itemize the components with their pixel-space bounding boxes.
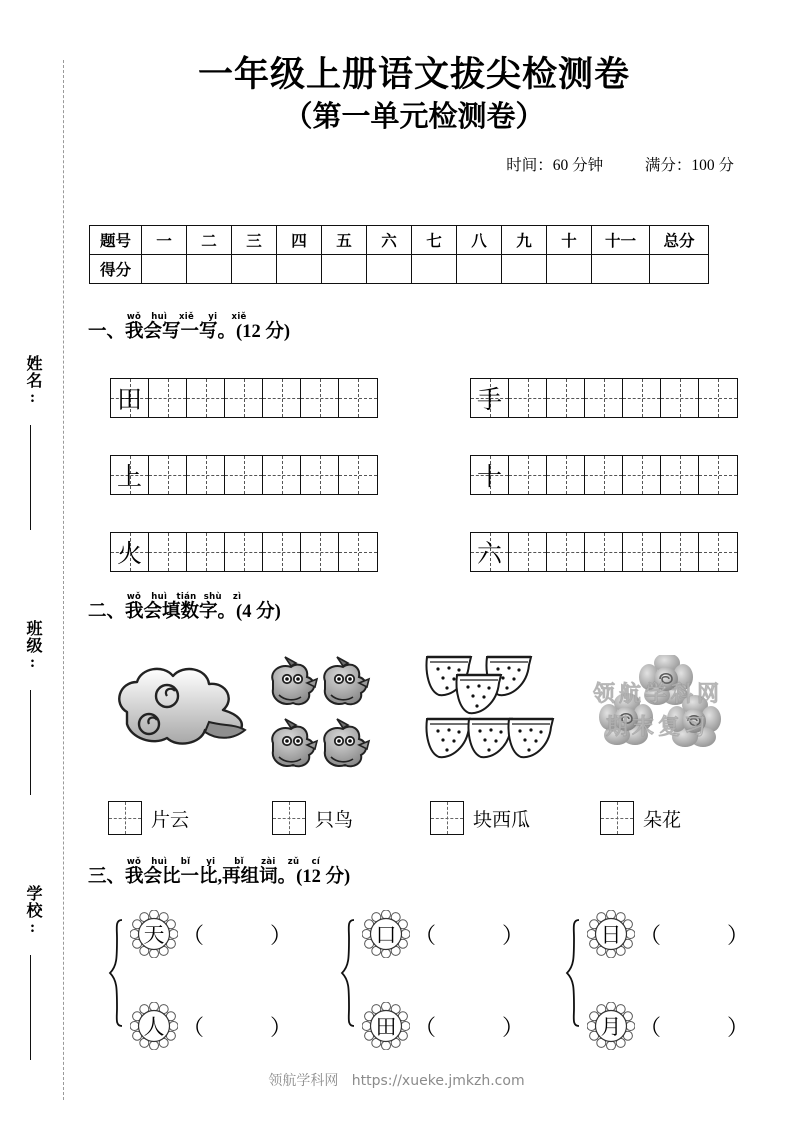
- q1-pinyin-4: yi: [208, 312, 218, 322]
- q2-pinyin-4: shù: [203, 592, 222, 602]
- tz-cell[interactable]: [149, 456, 187, 494]
- paren-open-1b: （: [182, 1014, 205, 1040]
- compare-item-2b: [362, 1002, 524, 1050]
- write-row-3[interactable]: [110, 455, 378, 495]
- tz-cell[interactable]: [623, 456, 661, 494]
- q3-pinyin-8: cí: [311, 857, 321, 867]
- score-table-row-label-1: 题号: [90, 226, 142, 255]
- q3-heading: [88, 868, 350, 887]
- q2-pinyin-2: huì: [151, 592, 168, 602]
- paren-close-3b: ）: [727, 1014, 750, 1040]
- score-table-col-2: 二: [187, 226, 232, 255]
- tz-cell[interactable]: [623, 379, 661, 417]
- compare-item-3b: [587, 1002, 749, 1050]
- sidebar-field-school-label: 学校:: [24, 885, 41, 937]
- tz-cell[interactable]: [339, 533, 377, 571]
- q3-pinyin-2: huì: [151, 857, 168, 867]
- score-cell-1[interactable]: [142, 255, 187, 284]
- q3-number: 三、: [88, 867, 126, 887]
- score-cell-5[interactable]: [322, 255, 367, 284]
- q2-pinyin: [124, 593, 247, 602]
- score-table-col-9: 九: [502, 226, 547, 255]
- table-row-question-numbers: [90, 226, 709, 255]
- q3-pinyin-1: wǒ: [126, 857, 142, 867]
- tz-cell[interactable]: [111, 379, 149, 417]
- q2-pinyin-3: tián: [176, 592, 197, 602]
- score-table-col-3: 三: [232, 226, 277, 255]
- tz-cell[interactable]: [699, 456, 737, 494]
- picture-group-watermelons: [425, 655, 555, 775]
- q3-pinyin: [124, 858, 325, 867]
- tz-cell[interactable]: [547, 379, 585, 417]
- picture-group-birds: [265, 655, 375, 775]
- bird-icon: [265, 655, 375, 775]
- tz-cell[interactable]: [301, 533, 339, 571]
- tz-cell[interactable]: [111, 533, 149, 571]
- write-row-6[interactable]: [470, 532, 738, 572]
- score-cell-11[interactable]: [592, 255, 650, 284]
- watermelon-icon: [425, 655, 555, 775]
- sidebar-field-name: [10, 355, 54, 412]
- tz-cell[interactable]: [471, 456, 509, 494]
- tz-cell[interactable]: [263, 533, 301, 571]
- tz-cell[interactable]: [111, 456, 149, 494]
- score-table-col-8: 八: [457, 226, 502, 255]
- tz-cell[interactable]: [509, 533, 547, 571]
- tz-cell[interactable]: [187, 379, 225, 417]
- tz-cell[interactable]: [471, 379, 509, 417]
- tz-cell[interactable]: [149, 533, 187, 571]
- tz-cell[interactable]: [301, 456, 339, 494]
- answer-unit-bird: [272, 801, 353, 835]
- q3-pinyin-7: zǔ: [287, 857, 300, 867]
- brace-icon: [108, 918, 124, 1028]
- q1-title: 我会写一写。: [125, 322, 237, 342]
- q1-pinyin-1: wǒ: [126, 312, 142, 322]
- q3-points: (12 分): [296, 867, 351, 887]
- q1-pinyin-3: xiě: [179, 312, 195, 322]
- compare-group-3: [565, 910, 793, 1055]
- compare-group-2: [340, 910, 590, 1055]
- cloud-icon: [105, 660, 255, 775]
- paren-close-2a: ）: [502, 922, 525, 948]
- score-cell-4[interactable]: [277, 255, 322, 284]
- answer-unit-flower: [600, 801, 681, 835]
- q2-pinyin-5: zì: [232, 592, 242, 602]
- tz-cell[interactable]: [149, 379, 187, 417]
- q1-pinyin-5: xiě: [231, 312, 247, 322]
- q3-pinyin-3: bǐ: [180, 857, 191, 867]
- exam-meta: [88, 153, 740, 175]
- tz-cell[interactable]: [339, 456, 377, 494]
- answer-unit-word-watermelon: 块西瓜: [473, 809, 531, 831]
- score-cell-3[interactable]: [232, 255, 277, 284]
- sidebar-field-class: [10, 620, 54, 677]
- compare-item-3a: [587, 910, 749, 958]
- compare-char-3b: 月: [600, 1015, 622, 1039]
- q1-points: (12 分): [236, 322, 290, 342]
- paren-open-3a: （: [639, 922, 662, 948]
- paren-open-3b: （: [639, 1014, 662, 1040]
- tz-cell[interactable]: [509, 456, 547, 494]
- tz-cell[interactable]: [585, 533, 623, 571]
- paren-open-2a: （: [414, 922, 437, 948]
- flower-bubble-icon: [362, 1002, 410, 1050]
- q1-number: 一、: [88, 322, 126, 342]
- picture-group-cloud: [105, 660, 255, 775]
- q2-title: 我会填数字。: [125, 602, 237, 622]
- sidebar-rule-class[interactable]: [30, 690, 31, 795]
- tz-char-prompt: 六: [476, 541, 502, 568]
- q2-pinyin-1: wǒ: [126, 592, 142, 602]
- tz-char-prompt: 火: [116, 541, 142, 568]
- compare-char-3a: 日: [600, 923, 622, 947]
- tz-char-prompt: 十: [476, 464, 502, 491]
- flower-bubble-icon: [130, 1002, 178, 1050]
- brace-icon: [340, 918, 356, 1028]
- q1-pinyin-2: huì: [151, 312, 168, 322]
- tz-cell[interactable]: [471, 533, 509, 571]
- score-table-col-6: 六: [367, 226, 412, 255]
- page-subtitle: （第一单元检测卷）: [283, 101, 545, 134]
- picture-group-flowers: [595, 655, 730, 775]
- tz-char-prompt: 手: [476, 387, 502, 414]
- sidebar-field-name-label: 姓名:: [24, 355, 41, 407]
- sidebar-field-class-label: 班级:: [24, 620, 41, 672]
- tz-cell[interactable]: [661, 533, 699, 571]
- score-cell-8[interactable]: [457, 255, 502, 284]
- write-row-1[interactable]: [110, 378, 378, 418]
- compare-char-1b: 人: [143, 1015, 165, 1039]
- paren-open-2b: （: [414, 1014, 437, 1040]
- page-footer: [0, 1070, 793, 1090]
- q3-pinyin-4: yi: [206, 857, 216, 867]
- flower-icon: [595, 655, 730, 775]
- flower-bubble-icon: [362, 910, 410, 958]
- score-cell-6[interactable]: [367, 255, 412, 284]
- score-cell-total[interactable]: [650, 255, 709, 284]
- footer-url[interactable]: https://xueke.jmkzh.com: [351, 1073, 525, 1089]
- tz-cell[interactable]: [187, 533, 225, 571]
- score-cell-9[interactable]: [502, 255, 547, 284]
- tz-cell[interactable]: [187, 456, 225, 494]
- tz-cell[interactable]: [225, 533, 263, 571]
- tz-cell[interactable]: [661, 379, 699, 417]
- footer-site-name: 领航学科网: [268, 1073, 339, 1089]
- flower-bubble-icon: [130, 910, 178, 958]
- q3-title: 我会比一比,再组词。: [125, 867, 297, 887]
- tz-cell[interactable]: [585, 379, 623, 417]
- paren-close-1b: ）: [270, 1014, 293, 1040]
- exam-time-label: 时间：60 分钟: [506, 156, 604, 174]
- sidebar-rule-name[interactable]: [30, 425, 31, 530]
- compare-group-1: [108, 910, 358, 1055]
- q1-pinyin: [124, 313, 251, 322]
- score-table-col-total: 总分: [650, 226, 709, 255]
- answer-box-cloud[interactable]: [108, 801, 142, 835]
- q2-number: 二、: [88, 602, 126, 622]
- score-table-col-10: 十: [547, 226, 592, 255]
- compare-item-1b: [130, 1002, 292, 1050]
- paren-close-3a: ）: [727, 922, 750, 948]
- score-table: [89, 225, 709, 284]
- compare-char-2b: 田: [375, 1015, 397, 1039]
- sidebar-field-school: [10, 885, 54, 942]
- score-cell-7[interactable]: [412, 255, 457, 284]
- tz-cell[interactable]: [699, 533, 737, 571]
- tz-cell[interactable]: [585, 456, 623, 494]
- score-table-col-5: 五: [322, 226, 367, 255]
- answer-unit-cloud: [108, 801, 189, 835]
- compare-char-2a: 口: [375, 923, 397, 947]
- paren-close-2b: ）: [502, 1014, 525, 1040]
- paren-open-1a: （: [182, 922, 205, 948]
- exam-total-score-label: 满分：100 分: [644, 156, 734, 174]
- tz-cell[interactable]: [263, 379, 301, 417]
- cut-dashed-line: [63, 60, 64, 1100]
- flower-watermark: 领航学科网 期末复习: [593, 681, 724, 739]
- score-table-col-1: 一: [142, 226, 187, 255]
- score-cell-10[interactable]: [547, 255, 592, 284]
- answer-box-watermelon[interactable]: [430, 801, 464, 835]
- answer-unit-watermelon: [430, 801, 530, 835]
- tz-cell[interactable]: [225, 379, 263, 417]
- flower-bubble-icon: [587, 1002, 635, 1050]
- paren-close-1a: ）: [270, 922, 293, 948]
- student-info-sidebar: [0, 0, 70, 1122]
- answer-unit-word-cloud: 片云: [151, 809, 190, 831]
- tz-cell[interactable]: [699, 379, 737, 417]
- tz-cell[interactable]: [509, 379, 547, 417]
- page-title: 一年级上册语文拔尖检测卷: [197, 55, 630, 94]
- tz-cell[interactable]: [547, 533, 585, 571]
- q3-pinyin-6: zài: [261, 857, 276, 867]
- q2-heading: [88, 603, 281, 622]
- write-row-5[interactable]: [110, 532, 378, 572]
- answer-unit-word-flower: 朵花: [643, 809, 682, 831]
- tz-cell[interactable]: [339, 379, 377, 417]
- answer-box-bird[interactable]: [272, 801, 306, 835]
- q2-points: (4 分): [236, 602, 281, 622]
- answer-unit-word-bird: 只鸟: [315, 809, 354, 831]
- compare-item-1a: [130, 910, 292, 958]
- tz-cell[interactable]: [301, 379, 339, 417]
- write-row-2[interactable]: [470, 378, 738, 418]
- compare-item-2a: [362, 910, 524, 958]
- brace-icon: [565, 918, 581, 1028]
- answer-box-flower[interactable]: [600, 801, 634, 835]
- tz-char-prompt: 田: [116, 387, 142, 414]
- write-row-4[interactable]: [470, 455, 738, 495]
- tz-char-prompt: 上: [116, 464, 142, 491]
- tz-cell[interactable]: [623, 533, 661, 571]
- score-table-col-4: 四: [277, 226, 322, 255]
- score-table-col-7: 七: [412, 226, 457, 255]
- tz-cell[interactable]: [263, 456, 301, 494]
- score-table-col-11: 十一: [592, 226, 650, 255]
- tz-cell[interactable]: [547, 456, 585, 494]
- sidebar-rule-school[interactable]: [30, 955, 31, 1060]
- compare-char-1a: 天: [143, 923, 165, 947]
- flower-bubble-icon: [587, 910, 635, 958]
- table-row-scores: [90, 255, 709, 284]
- q3-pinyin-5: bǐ: [234, 857, 244, 867]
- q1-heading: [88, 323, 290, 342]
- score-table-row-label-2: 得分: [90, 255, 142, 284]
- tz-cell[interactable]: [661, 456, 699, 494]
- score-cell-2[interactable]: [187, 255, 232, 284]
- page-header: [88, 54, 740, 175]
- tz-cell[interactable]: [225, 456, 263, 494]
